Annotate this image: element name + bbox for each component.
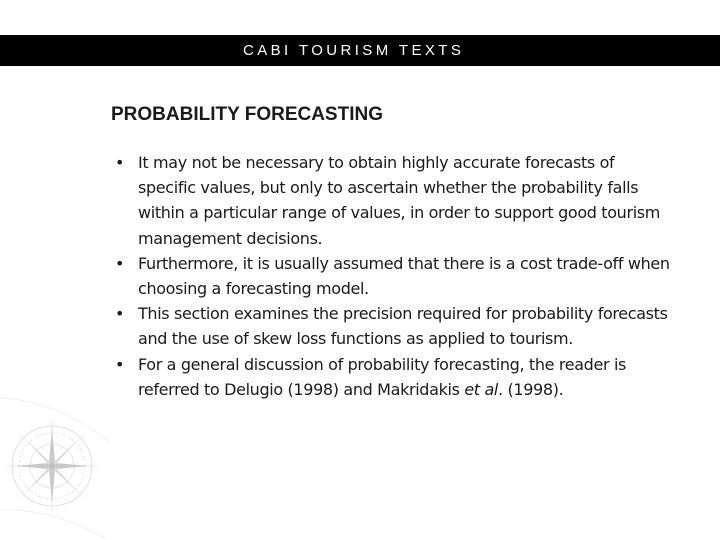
bullet-text: This section examines the precision required for probability forecasts and the use of skew loss functions as applied to tourism. bbox=[138, 304, 668, 349]
bullet-marker: • bbox=[115, 304, 125, 324]
compass-rose-icon bbox=[0, 390, 110, 540]
bullet-item bbox=[111, 352, 671, 402]
bullet-marker: • bbox=[115, 253, 125, 273]
bullet-text: Furthermore, it is usually assumed that there is a cost trade-off when choosing a forecasting model. bbox=[138, 253, 670, 299]
citation-year: . (1998). bbox=[498, 379, 564, 399]
bullet-item bbox=[111, 251, 671, 301]
header-bar bbox=[0, 35, 720, 66]
bullet-text: It may not be necessary to obtain highly accurate forecasts of specific values, but only to ascertain whether the probability falls within a particular range of values, in order to support good tourism management decisions. bbox=[138, 153, 661, 248]
bullet-item bbox=[111, 150, 671, 251]
slide-title: PROBABILITY FORECASTING bbox=[111, 104, 383, 125]
header-title: CABI TOURISM TEXTS bbox=[243, 42, 465, 59]
bullet-text bbox=[138, 355, 626, 399]
citation-text: For a general discussion of probability forecasting, the reader is referred to Delugio (1998) and Makridakis bbox=[138, 354, 627, 399]
bullet-marker: • bbox=[115, 354, 125, 374]
bullet-item bbox=[111, 301, 671, 351]
bullet-marker: • bbox=[115, 153, 125, 172]
bullet-list bbox=[111, 150, 671, 402]
citation-italic: et al bbox=[464, 379, 499, 399]
